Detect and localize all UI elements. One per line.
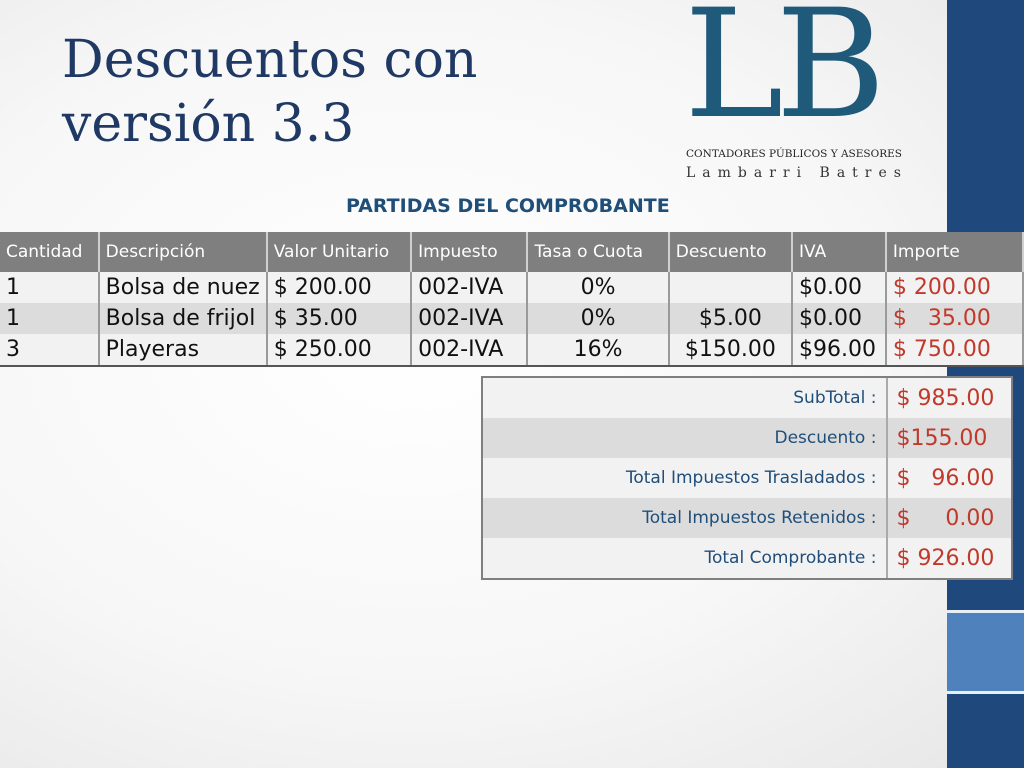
section-title: PARTIDAS DEL COMPROBANTE — [346, 195, 670, 217]
column-header-descripcion: Descripción — [99, 232, 267, 272]
cell-iva: $0.00 — [792, 272, 886, 303]
cell-iva: $0.00 — [792, 303, 886, 334]
logo-subtitle: CONTADORES PÚBLICOS Y ASESORES — [686, 148, 902, 160]
column-header-valor-unitario: Valor Unitario — [267, 232, 411, 272]
slide-title: Descuentos con versión 3.3 — [62, 30, 478, 154]
cell-importe: $ 200.00 — [886, 272, 1023, 303]
cell-tasa-cuota: 0% — [527, 303, 668, 334]
retenidos-value: $ 0.00 — [886, 498, 1011, 538]
table-header-row — [0, 232, 1023, 272]
cell-valor-unitario: $ 35.00 — [267, 303, 411, 334]
cell-descuento: $5.00 — [669, 303, 792, 334]
column-header-descuento: Descuento — [669, 232, 792, 272]
retenidos-label: Total Impuestos Retenidos : — [642, 508, 877, 528]
cell-importe: $ 750.00 — [886, 334, 1023, 366]
totals-row-retenidos — [483, 498, 1011, 538]
cell-descuento: $150.00 — [669, 334, 792, 366]
cell-tasa-cuota: 16% — [527, 334, 668, 366]
cell-valor-unitario: $ 200.00 — [267, 272, 411, 303]
cell-descripcion: Bolsa de nuez — [99, 272, 267, 303]
total-comprobante-value: $ 926.00 — [886, 538, 1011, 578]
logo-mark: LB — [684, 0, 878, 152]
subtotal-label: SubTotal : — [793, 388, 877, 408]
table-row — [0, 334, 1023, 366]
traslados-label: Total Impuestos Trasladados : — [625, 468, 877, 488]
table-row — [0, 303, 1023, 334]
cell-tasa-cuota: 0% — [527, 272, 668, 303]
cell-descuento — [669, 272, 792, 303]
column-header-impuesto: Impuesto — [411, 232, 527, 272]
side-bar-divider — [947, 691, 1024, 694]
cell-impuesto: 002-IVA — [411, 334, 527, 366]
column-header-tasa-cuota: Tasa o Cuota — [527, 232, 668, 272]
table-row — [0, 272, 1023, 303]
side-bar-accent — [947, 613, 1024, 691]
cell-importe: $ 35.00 — [886, 303, 1023, 334]
totals-row-total — [483, 538, 1011, 578]
descuento-label: Descuento : — [774, 428, 877, 448]
descuento-value: $155.00 — [886, 418, 1011, 458]
cell-cantidad: 3 — [0, 334, 99, 366]
cell-descripcion: Bolsa de frijol — [99, 303, 267, 334]
totals-row-subtotal — [483, 378, 1011, 418]
cell-cantidad: 1 — [0, 303, 99, 334]
company-logo — [684, 0, 924, 190]
side-bar-divider — [947, 610, 1024, 613]
totals-row-descuento — [483, 418, 1011, 458]
column-header-importe: Importe — [886, 232, 1023, 272]
subtotal-value: $ 985.00 — [886, 378, 1011, 418]
total-comprobante-label: Total Comprobante : — [704, 548, 877, 568]
logo-name: Lambarri Batres — [686, 165, 908, 181]
column-header-cantidad: Cantidad — [0, 232, 99, 272]
totals-box — [481, 376, 1013, 580]
totals-row-traslados — [483, 458, 1011, 498]
cell-cantidad: 1 — [0, 272, 99, 303]
cell-iva: $96.00 — [792, 334, 886, 366]
cell-impuesto: 002-IVA — [411, 303, 527, 334]
cell-descripcion: Playeras — [99, 334, 267, 366]
invoice-items-table — [0, 232, 1024, 367]
traslados-value: $ 96.00 — [886, 458, 1011, 498]
column-header-iva: IVA — [792, 232, 886, 272]
cell-impuesto: 002-IVA — [411, 272, 527, 303]
cell-valor-unitario: $ 250.00 — [267, 334, 411, 366]
